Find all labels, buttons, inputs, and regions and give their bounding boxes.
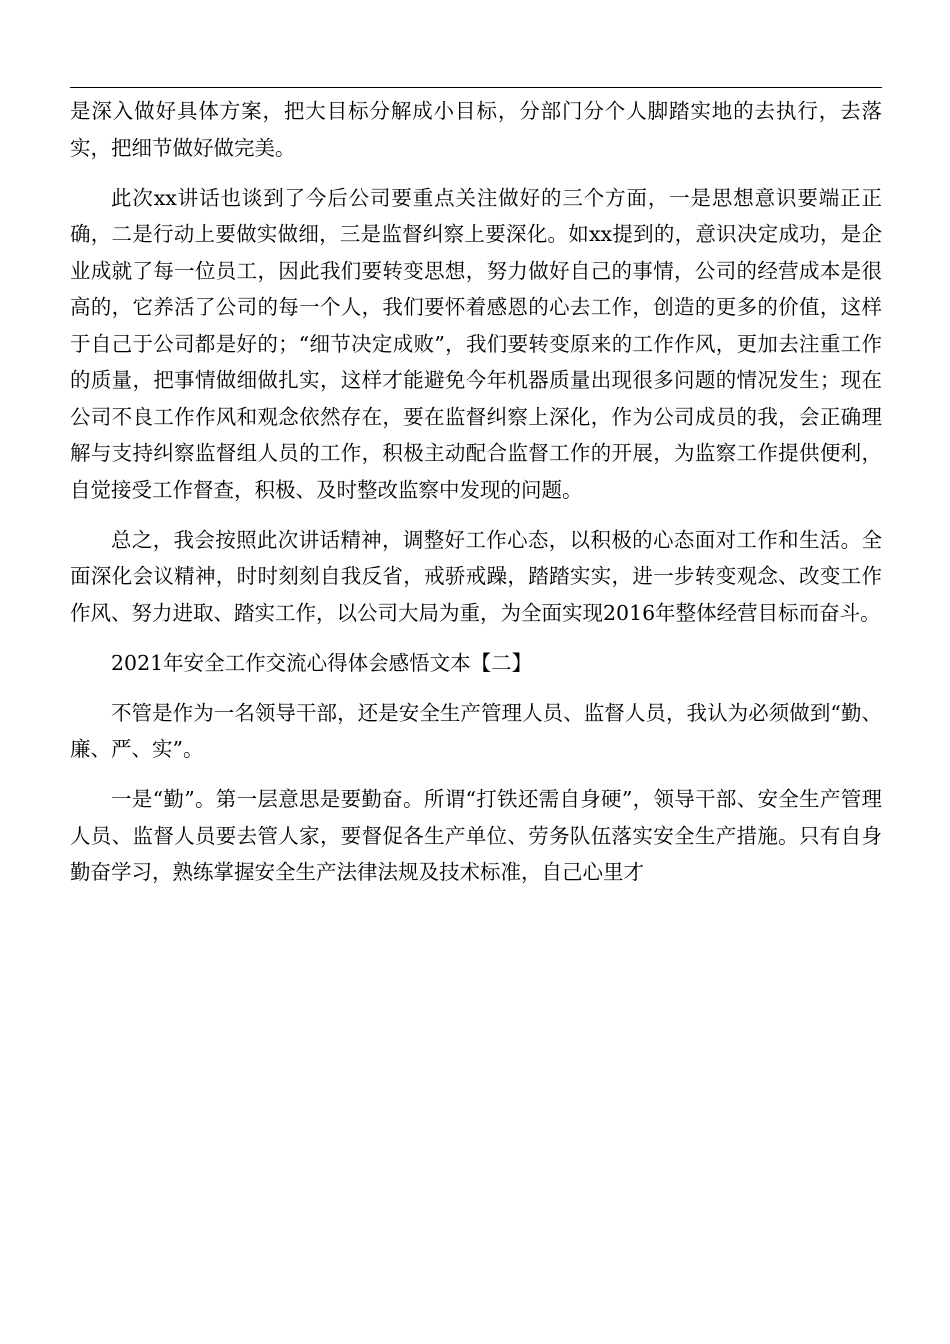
paragraph-6: 一是“勤”。第一层意思是要勤奋。所谓“打铁还需自身硬”，领导干部、安全生产管理人员、监督人员要去管人家，要督促各生产单位、劳务队伍落实安全生产措施。只有自身勤奋学习，熟练掌握安全生产法律法规及技术标准，自己心里才	[70, 787, 882, 884]
paragraph-2: 此次xx讲话也谈到了今后公司要重点关注做好的三个方面，一是思想意识要端正正确，二是行动上要做实做细，三是监督纠察上要深化。如xx提到的，意识决定成功，是企业成就了每一位员工，因此我们要转变思想，努力做好自己的事情，公司的经营成本是很高的，它养活了公司的每一个人，我们要怀着感恩的心去工作，创造的更多的价值，这样于自己于公司都是好的；“细节决定成败”，我们要转变原来的工作作风，更加去注重工作的质量，把事情做细做扎实，这样才能避免今年机器质量出现很多问题的情况发生；现在公司不良工作作风和观念依然存在，要在监督纠察上深化，作为公司成员的我，会正确理解与支持纠察监督组人员的工作，积极主动配合监督工作的开展，为监察工作提供便利，自觉接受工作督查，积极、及时整改监察中发现的问题。	[70, 185, 882, 502]
section-heading: 2021年安全工作交流心得体会感悟文本【二】	[111, 650, 533, 675]
document-body	[70, 93, 882, 904]
paragraph-3: 总之，我会按照此次讲话精神，调整好工作心态，以积极的心态面对工作和生活。全面深化会议精神，时时刻刻自我反省，戒骄戒躁，踏踏实实，进一步转变观念、改变工作作风、努力进取、踏实工作，以公司大局为重，为全面实现2016年整体经营目标而奋斗。	[70, 527, 882, 625]
paragraph-5: 不管是作为一名领导干部，还是安全生产管理人员、监督人员，我认为必须做到“勤、廉、严、实”。	[70, 700, 882, 761]
header-rule	[70, 87, 882, 88]
paragraph-1: 是深入做好具体方案，把大目标分解成小目标，分部门分个人脚踏实地的去执行，去落实，把细节做好做完美。	[70, 99, 882, 160]
